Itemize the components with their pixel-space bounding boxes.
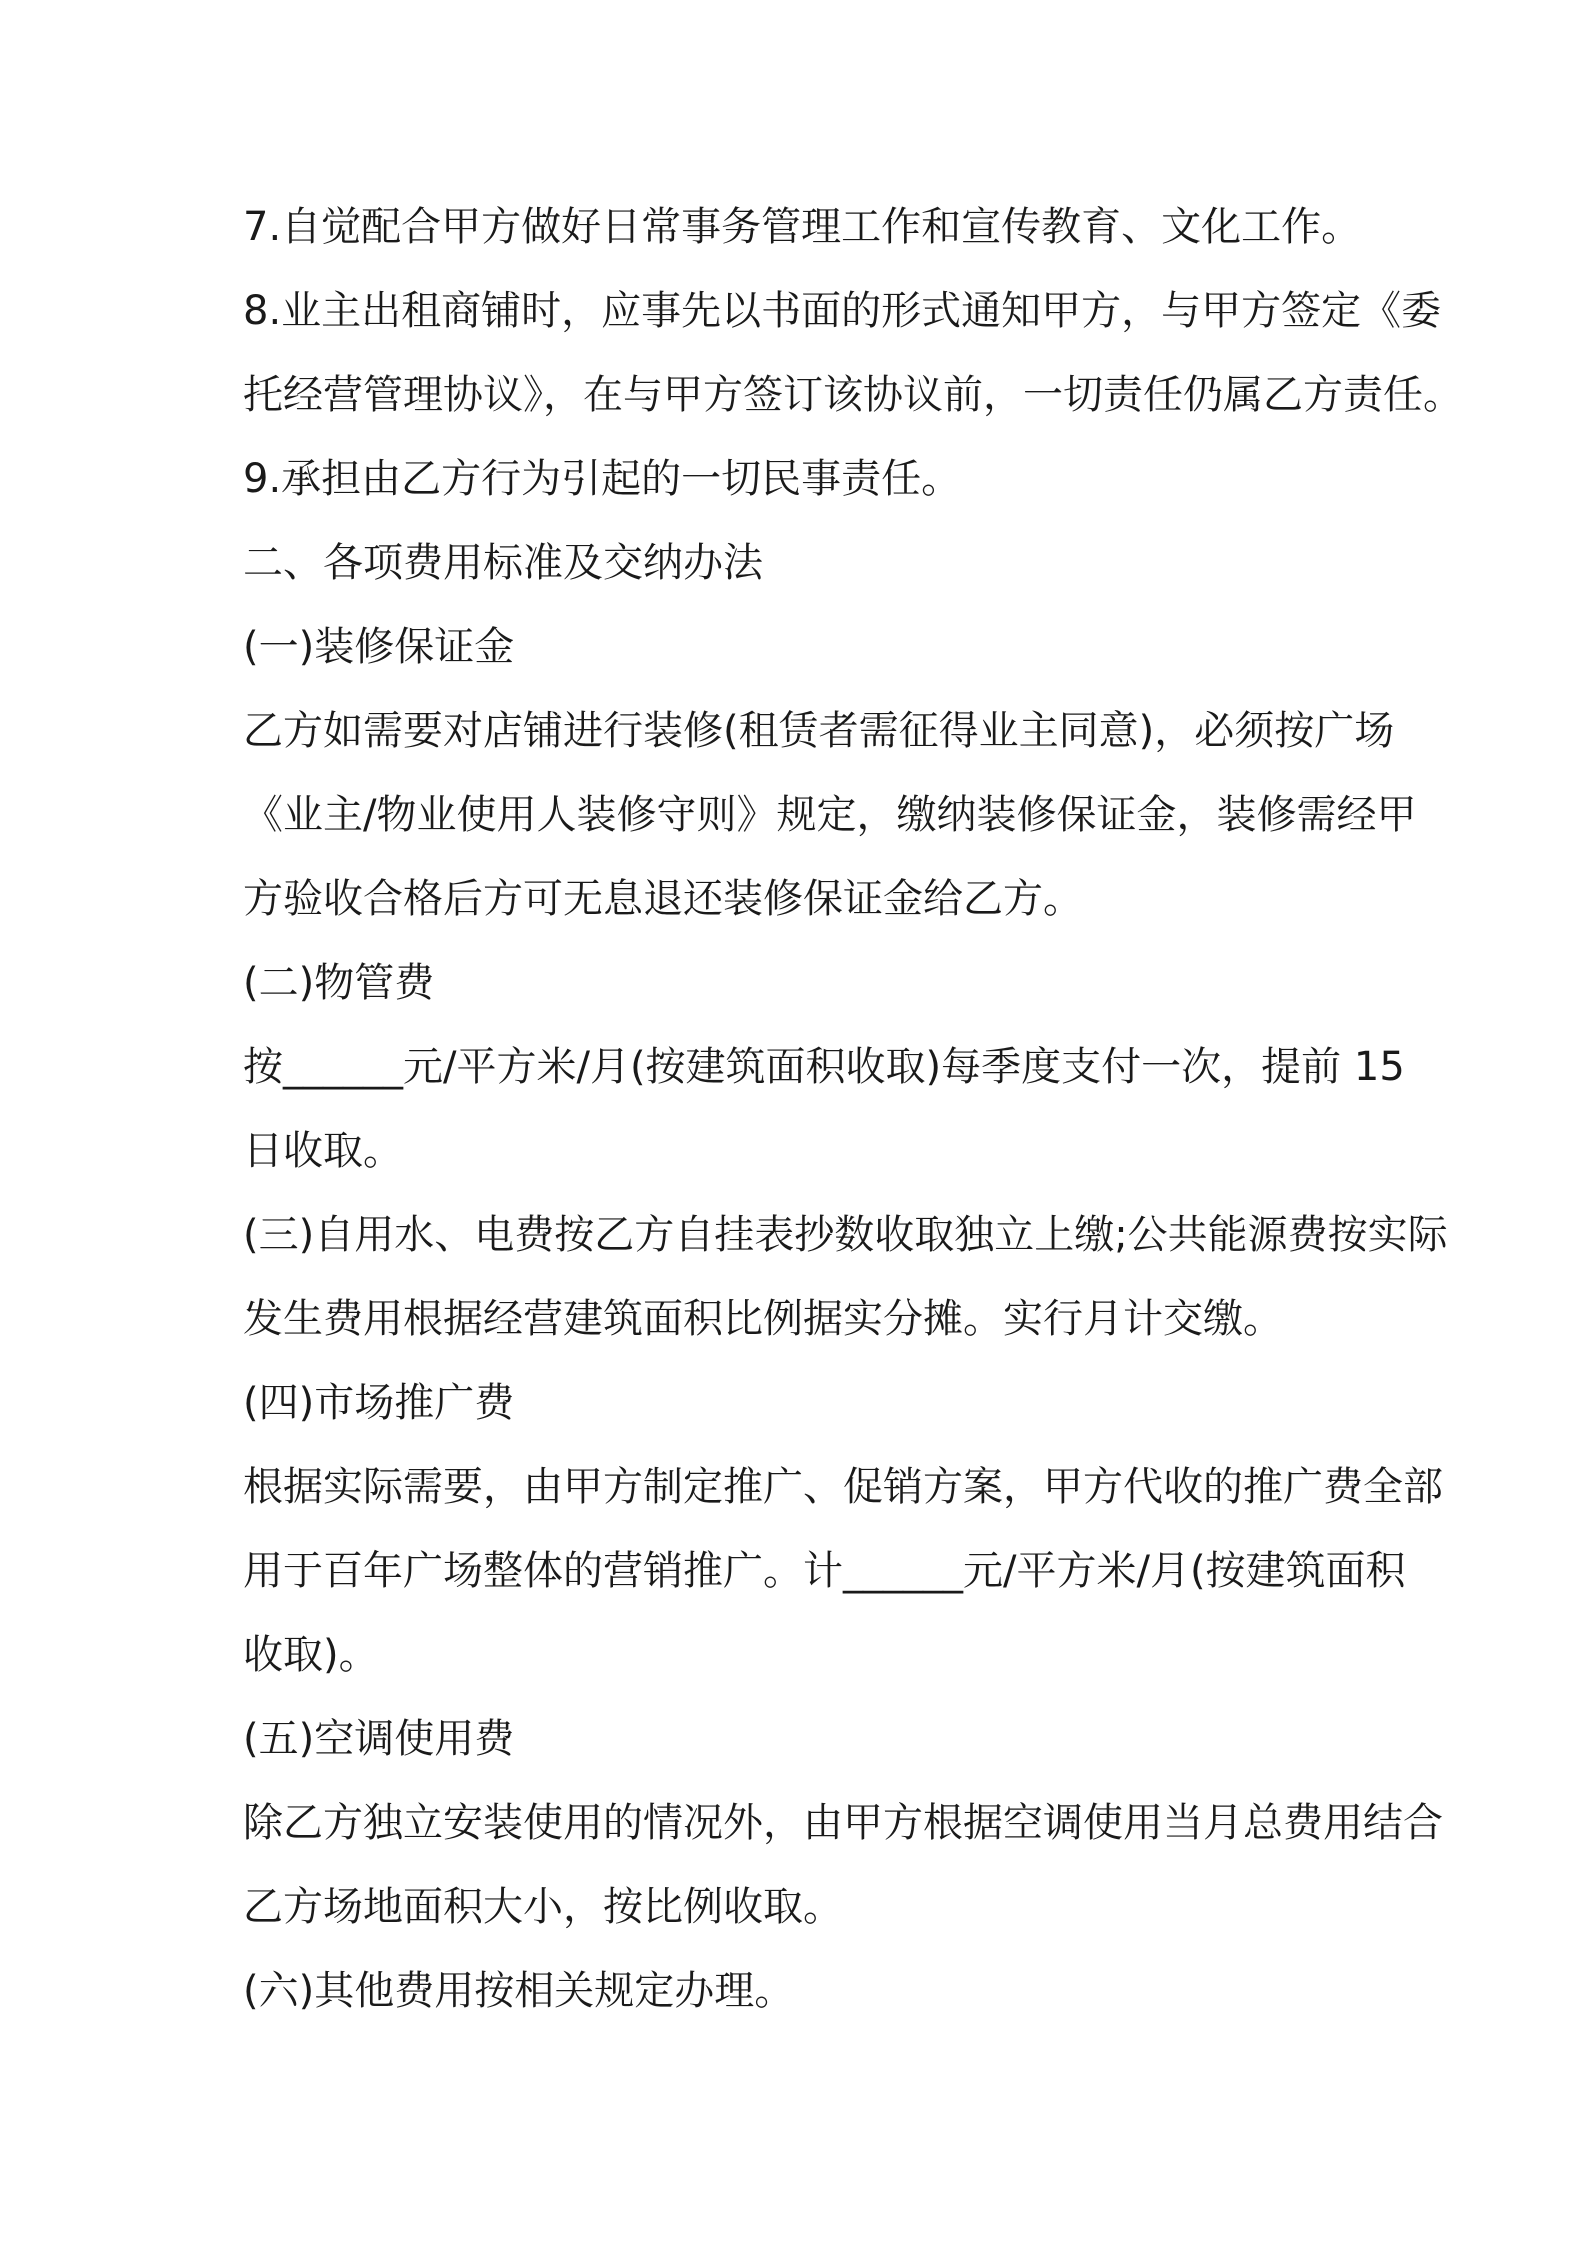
- text-line-7-clause: 7.自觉配合甲方做好日常事务管理工作和宣传教育、文化工作。: [243, 204, 1362, 250]
- text-line-deposit-2: 《业主/物业使用人装修守则》规定，缴纳装修保证金，装修需经甲: [243, 792, 1417, 838]
- text-line-deposit-1: 乙方如需要对店铺进行装修(租赁者需征得业主同意)，必须按广场: [243, 708, 1395, 754]
- subheading-marketing-fee: (四)市场推广费: [243, 1380, 515, 1426]
- subheading-property-fee: (二)物管费: [243, 960, 435, 1006]
- text-line-property-fee-2: 日收取。: [243, 1128, 403, 1174]
- subheading-other-fees: (六)其他费用按相关规定办理。: [243, 1968, 795, 2014]
- section-heading-fees: 二、各项费用标准及交纳办法: [243, 540, 763, 586]
- text-line-ac-2: 乙方场地面积大小，按比例收取。: [243, 1884, 843, 1930]
- subheading-ac-fee: (五)空调使用费: [243, 1716, 515, 1762]
- text-line-ac-1: 除乙方独立安装使用的情况外，由甲方根据空调使用当月总费用结合: [243, 1800, 1443, 1846]
- text-line-utilities-cont: 发生费用根据经营建筑面积比例据实分摊。实行月计交缴。: [243, 1296, 1283, 1342]
- text-line-8-clause: 8.业主出租商铺时，应事先以书面的形式通知甲方，与甲方签定《委: [243, 288, 1442, 334]
- subheading-utilities: (三)自用水、电费按乙方自挂表抄数收取独立上缴;公共能源费按实际: [243, 1212, 1448, 1258]
- text-line-marketing-3: 收取)。: [243, 1632, 379, 1678]
- text-line-marketing-2: 用于百年广场整体的营销推广。计______元/平方米/月(按建筑面积: [243, 1548, 1406, 1594]
- text-line-9-clause: 9.承担由乙方行为引起的一切民事责任。: [243, 456, 962, 502]
- text-line-property-fee-1: 按______元/平方米/月(按建筑面积收取)每季度支付一次，提前 15: [243, 1044, 1405, 1090]
- subheading-decoration-deposit: (一)装修保证金: [243, 624, 515, 670]
- text-line-8-clause-cont: 托经营管理协议》，在与甲方签订该协议前，一切责任仍属乙方责任。: [243, 372, 1463, 418]
- text-line-deposit-3: 方验收合格后方可无息退还装修保证金给乙方。: [243, 876, 1083, 922]
- text-line-marketing-1: 根据实际需要，由甲方制定推广、促销方案，甲方代收的推广费全部: [243, 1464, 1443, 1510]
